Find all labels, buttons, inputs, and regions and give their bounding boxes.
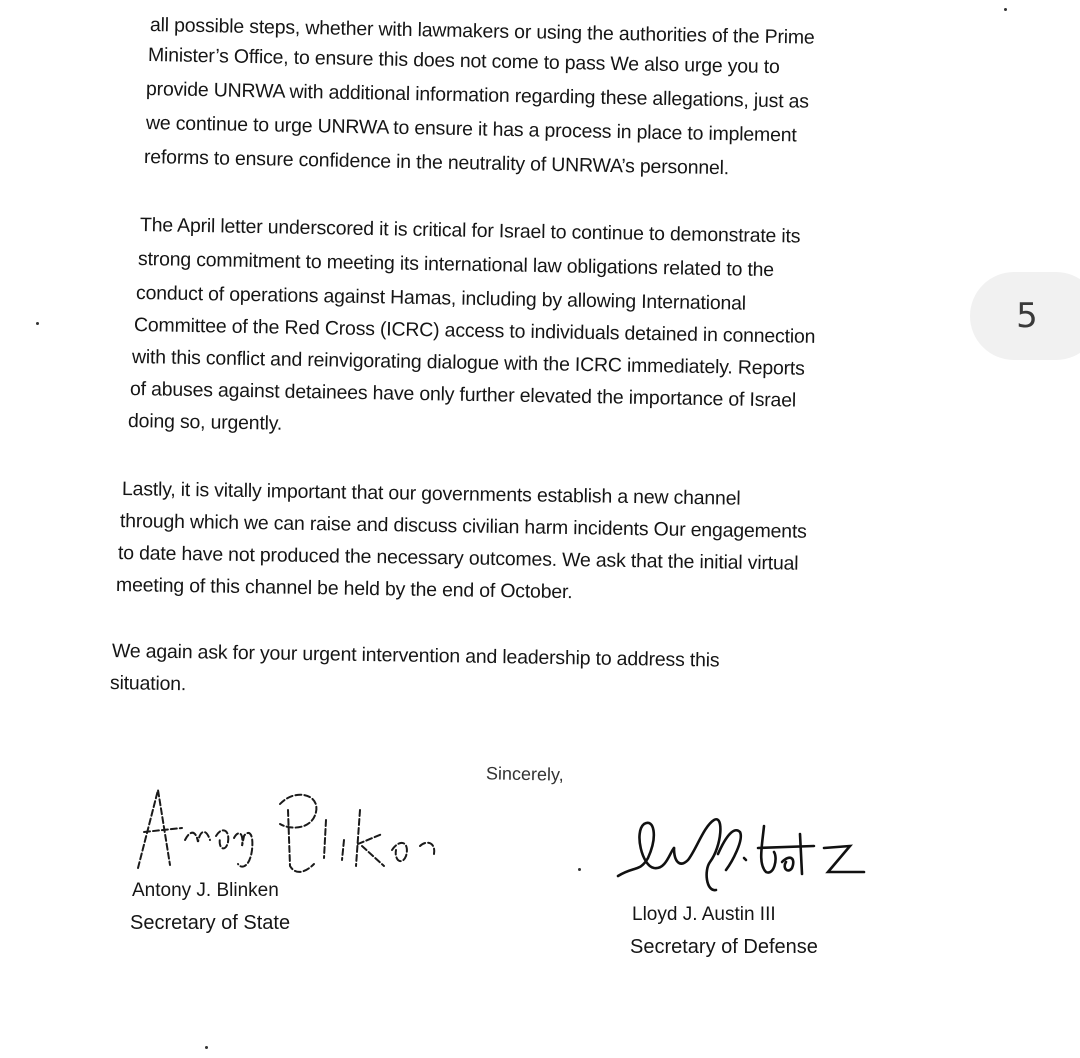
signature-blinken xyxy=(130,780,470,880)
scan-speck xyxy=(578,868,581,871)
signatory-title-blinken: Secretary of State xyxy=(130,912,291,934)
signature-austin xyxy=(614,806,884,896)
text-line: provide UNRWA with additional information regarding these allegations, just as xyxy=(145,78,810,113)
signatory-name-austin: Lloyd J. Austin III xyxy=(632,904,776,925)
text-line: reforms to ensure confidence in the neutrality of UNRWA’s personnel. xyxy=(143,146,730,180)
text-line: of abuses against detainees have only further elevated the importance of Israel xyxy=(129,378,797,412)
text-line: with this conflict and reinvigorating dialogue with the ICRC immediately. Reports xyxy=(131,346,805,380)
scan-speck xyxy=(1004,8,1007,11)
closing-salutation: Sincerely, xyxy=(485,763,564,785)
page-number: 5 xyxy=(1016,296,1038,336)
signatory-name-blinken: Antony J. Blinken xyxy=(132,880,279,901)
text-line: situation. xyxy=(109,672,187,696)
text-line: Committee of the Red Cross (ICRC) access to individuals detained in connection xyxy=(133,314,816,348)
text-line: we continue to urge UNRWA to ensure it has a process in place to implement xyxy=(145,112,797,147)
text-line: doing so, urgently. xyxy=(127,410,283,435)
text-line: Minister’s Office, to ensure this does not come to pass We also urge you to xyxy=(147,44,780,79)
text-line: through which we can raise and discuss civilian harm incidents Our engagements xyxy=(119,510,807,543)
scan-speck xyxy=(36,322,39,325)
text-line: Lastly, it is vitally important that our governments establish a new channel xyxy=(121,478,741,510)
text-line: to date have not produced the necessary outcomes. We ask that the initial virtual xyxy=(117,542,799,575)
text-line: The April letter underscored it is critical for Israel to continue to demonstrate its xyxy=(139,214,801,248)
text-line: all possible steps, whether with lawmakers or using the authorities of the Prime xyxy=(149,14,815,49)
signatory-title-austin: Secretary of Defense xyxy=(630,936,818,958)
scan-speck xyxy=(205,1046,208,1049)
text-line: We again ask for your urgent intervention and leadership to address this xyxy=(111,640,720,672)
text-line: conduct of operations against Hamas, including by allowing International xyxy=(135,282,747,315)
text-line: meeting of this channel be held by the end of October. xyxy=(115,574,573,604)
text-line: strong commitment to meeting its international law obligations related to the xyxy=(137,248,775,282)
